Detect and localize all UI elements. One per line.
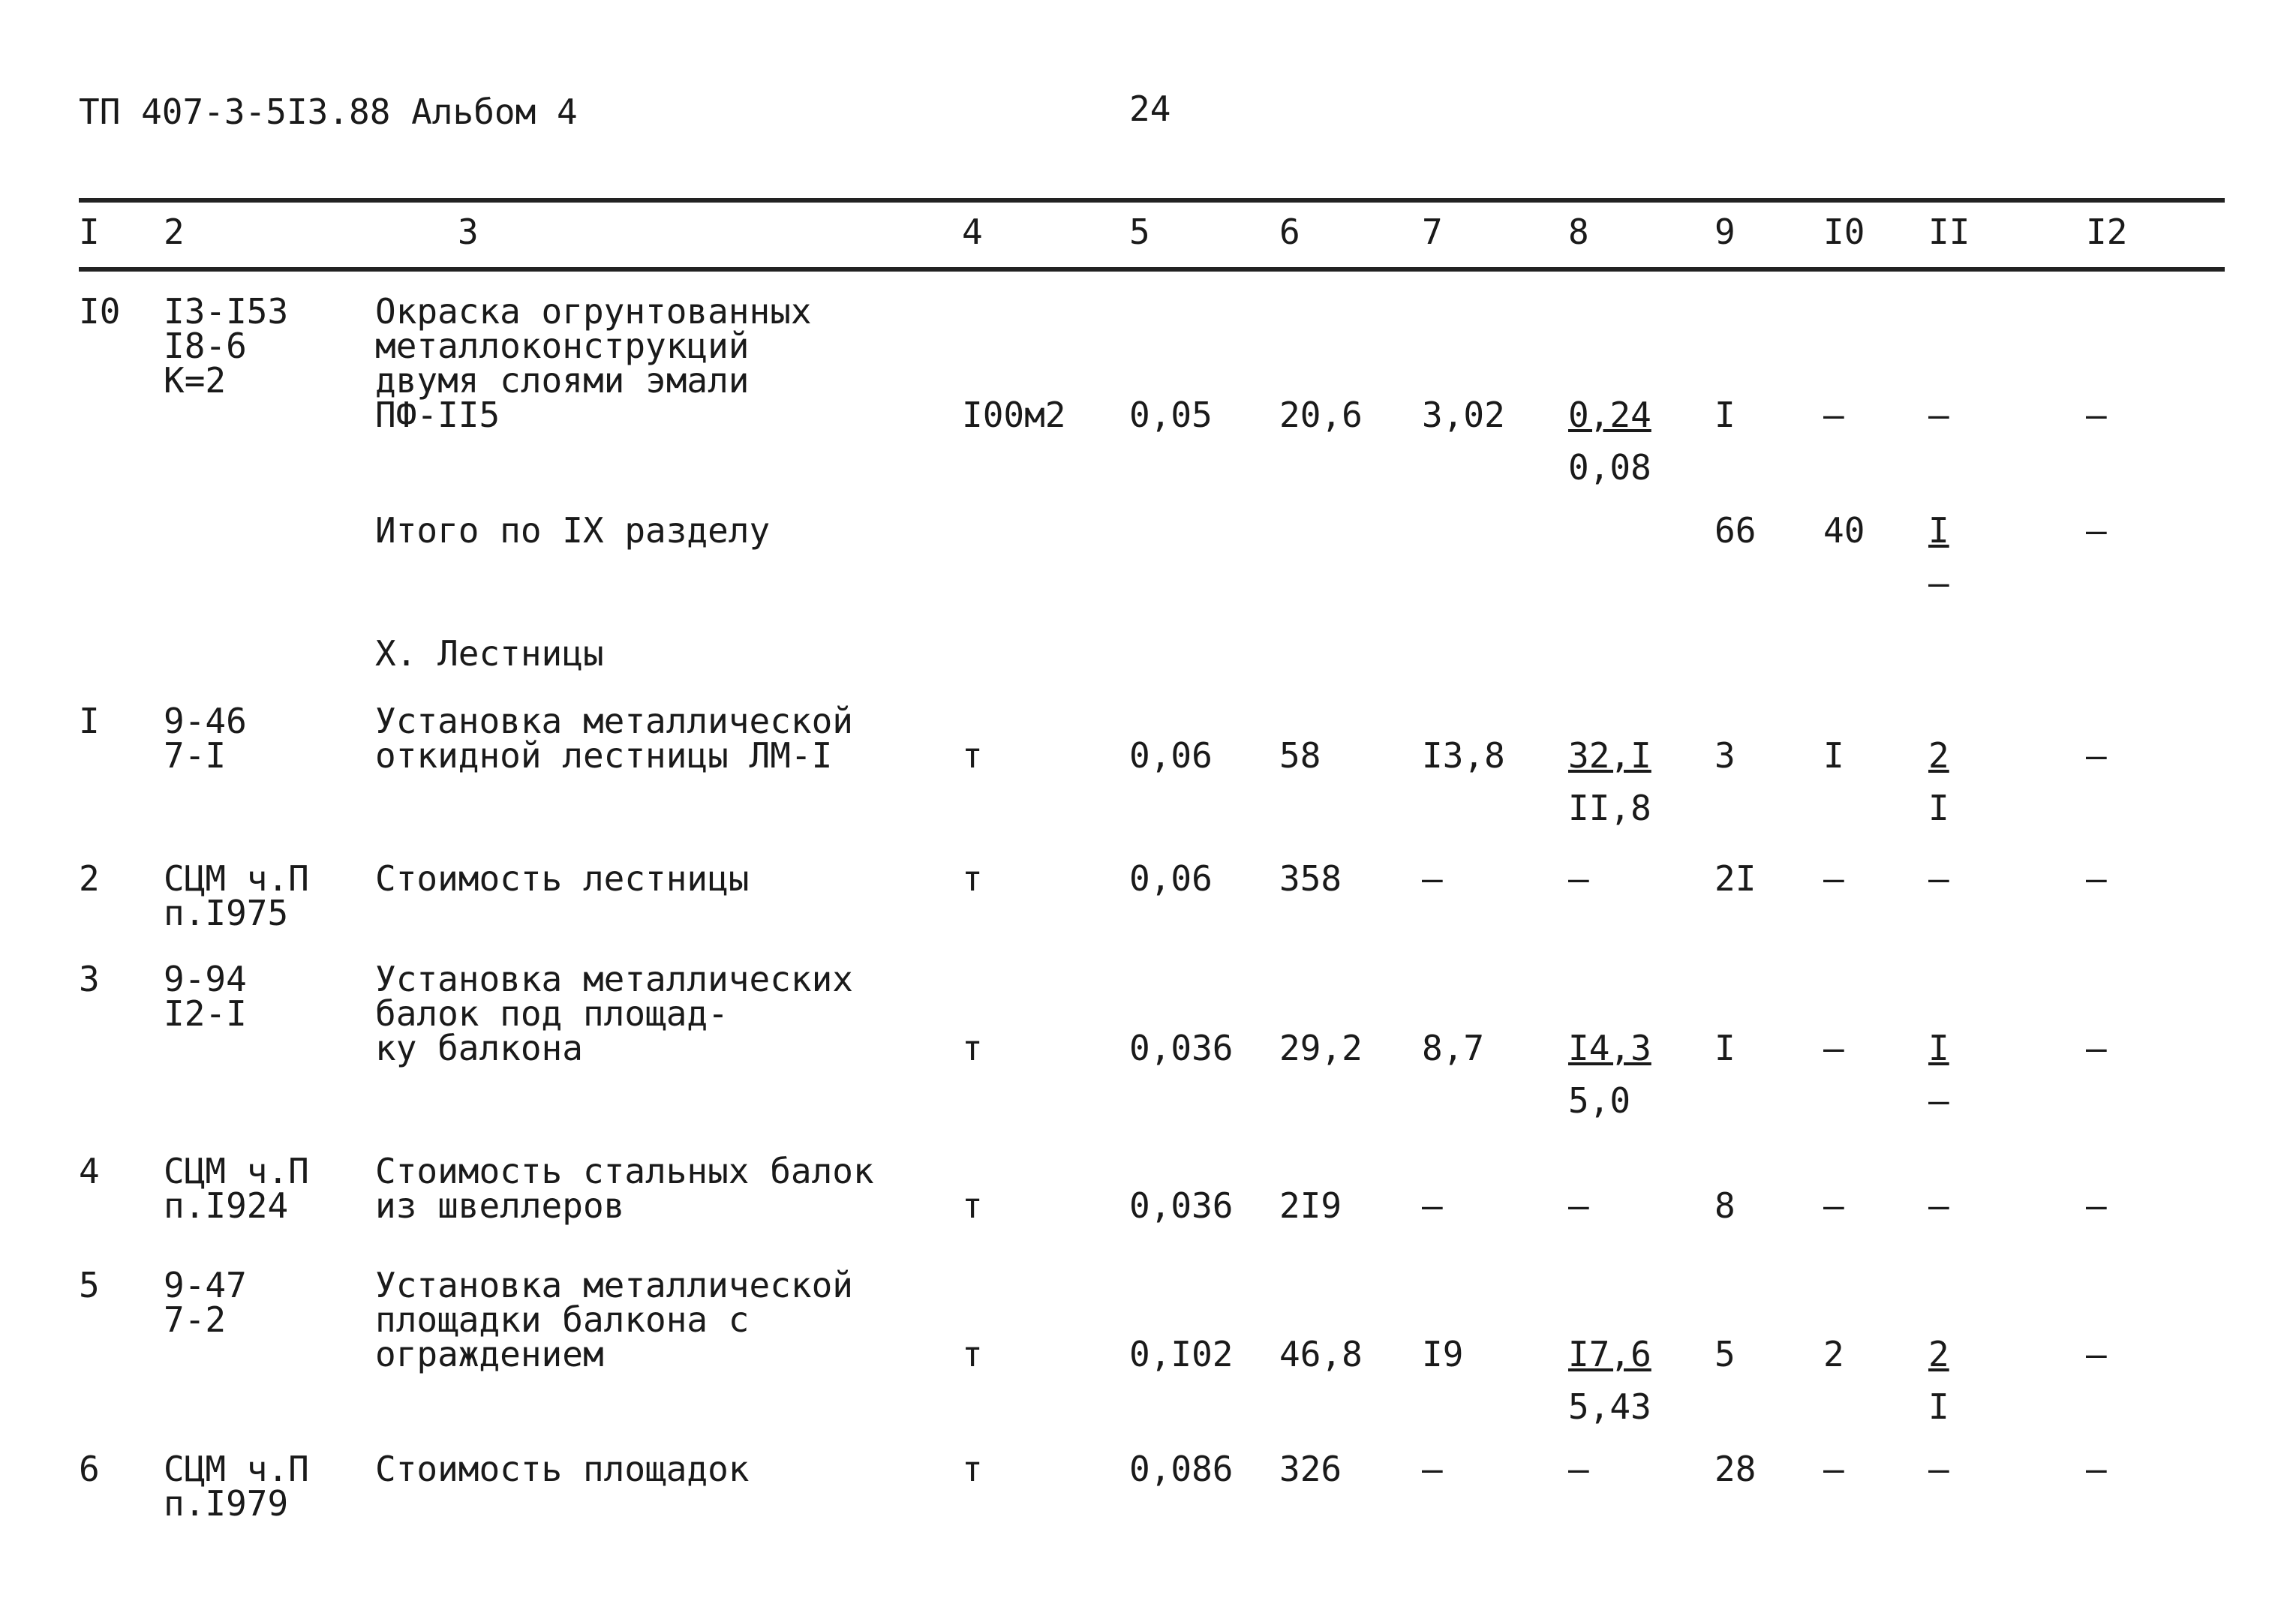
col10-cell: – xyxy=(1823,858,1844,899)
column-header-11: II xyxy=(1928,212,1970,252)
price-cell: 58 xyxy=(1279,735,1321,776)
norm-code-line: СЦМ ч.П xyxy=(164,858,309,899)
col8-top: I7,6 xyxy=(1568,1334,1651,1374)
col7-cell: – xyxy=(1422,1185,1443,1226)
row-number: I0 xyxy=(79,291,121,332)
column-header-8: 8 xyxy=(1568,212,1589,252)
col9-cell: 66 xyxy=(1714,510,1757,551)
row-number: 4 xyxy=(79,1151,100,1191)
quantity-cell: 0,05 xyxy=(1129,395,1213,435)
col8-bottom: 5,43 xyxy=(1568,1386,1651,1427)
col12-cell: – xyxy=(2086,1185,2107,1226)
norm-code-line: п.I924 xyxy=(164,1185,289,1226)
col11-top: 2 xyxy=(1928,1334,1949,1374)
quantity-cell: 0,086 xyxy=(1129,1449,1234,1489)
col7-cell: – xyxy=(1422,858,1443,899)
norm-code-line: 9-94 xyxy=(164,959,247,999)
col8-top: 32,I xyxy=(1568,735,1651,776)
col9-cell: 2I xyxy=(1714,858,1757,899)
column-header-9: 9 xyxy=(1714,212,1736,252)
col10-cell: 40 xyxy=(1823,510,1865,551)
col12-cell: – xyxy=(2086,1028,2107,1068)
unit-cell: т xyxy=(962,1334,983,1374)
col11-top: I xyxy=(1928,1028,1949,1068)
work-name-line: Стоимость стальных балок xyxy=(375,1151,874,1191)
quantity-cell: 0,06 xyxy=(1129,858,1213,899)
unit-cell: т xyxy=(962,735,983,776)
col9-cell: 28 xyxy=(1714,1449,1757,1489)
norm-code-line: I3-I53 xyxy=(164,291,289,332)
norm-code-line: I8-6 xyxy=(164,326,247,366)
col12-cell: – xyxy=(2086,1334,2107,1374)
col11-bottom: I xyxy=(1928,788,1949,828)
work-name-line: металлоконструкций xyxy=(375,326,750,366)
col12-cell: – xyxy=(2086,1449,2107,1489)
column-header-1: I xyxy=(79,212,100,252)
row-number: I xyxy=(79,701,100,741)
row-number: 3 xyxy=(79,959,100,999)
table-header-rule xyxy=(79,267,2225,272)
col12-cell: – xyxy=(2086,735,2107,776)
unit-cell: т xyxy=(962,1185,983,1226)
col11-bottom: – xyxy=(1928,1080,1949,1121)
work-name-line: Стоимость площадок xyxy=(375,1449,750,1489)
column-header-7: 7 xyxy=(1422,212,1443,252)
norm-code-line: 7-I xyxy=(164,735,227,776)
col9-cell: 8 xyxy=(1714,1185,1736,1226)
col8-bottom: 0,08 xyxy=(1568,447,1651,488)
norm-code-line: п.I975 xyxy=(164,893,289,933)
col11-top: – xyxy=(1928,395,1949,435)
col10-cell: – xyxy=(1823,395,1844,435)
table-top-rule xyxy=(79,198,2225,203)
norm-code-line: I2-I xyxy=(164,993,247,1034)
col11-top: – xyxy=(1928,858,1949,899)
column-header-3: 3 xyxy=(458,212,479,252)
row-number: 5 xyxy=(79,1265,100,1305)
col10-cell: – xyxy=(1823,1449,1844,1489)
price-cell: 20,6 xyxy=(1279,395,1363,435)
column-header-6: 6 xyxy=(1279,212,1300,252)
price-cell: 326 xyxy=(1279,1449,1342,1489)
col8-top: – xyxy=(1568,1185,1589,1226)
row-number: 2 xyxy=(79,858,100,899)
unit-cell: т xyxy=(962,1028,983,1068)
work-name-line: откидной лестницы ЛМ-I xyxy=(375,735,833,776)
col10-cell: – xyxy=(1823,1028,1844,1068)
col7-cell: 8,7 xyxy=(1422,1028,1485,1068)
col7-cell: I3,8 xyxy=(1422,735,1505,776)
col9-cell: I xyxy=(1714,1028,1736,1068)
column-header-2: 2 xyxy=(164,212,185,252)
unit-cell: I00м2 xyxy=(962,395,1066,435)
work-name-line: ограждением xyxy=(375,1334,604,1374)
column-header-10: I0 xyxy=(1823,212,1865,252)
norm-code-line: 9-47 xyxy=(164,1265,247,1305)
work-name-line: Установка металлической xyxy=(375,701,853,741)
col12-cell: – xyxy=(2086,510,2107,551)
col10-cell: 2 xyxy=(1823,1334,1844,1374)
col8-bottom: 5,0 xyxy=(1568,1080,1631,1121)
col11-top: I xyxy=(1928,510,1949,551)
col8-top: I4,3 xyxy=(1568,1028,1651,1068)
price-cell: 358 xyxy=(1279,858,1342,899)
norm-code-line: 9-46 xyxy=(164,701,247,741)
col10-cell: I xyxy=(1823,735,1844,776)
col8-top: – xyxy=(1568,1449,1589,1489)
quantity-cell: 0,036 xyxy=(1129,1028,1234,1068)
row-number: 6 xyxy=(79,1449,100,1489)
unit-cell: т xyxy=(962,1449,983,1489)
col11-bottom: – xyxy=(1928,563,1949,603)
norm-code-line: СЦМ ч.П xyxy=(164,1151,309,1191)
unit-cell: т xyxy=(962,858,983,899)
work-name-line: двумя слоями эмали xyxy=(375,360,750,401)
col11-top: – xyxy=(1928,1449,1949,1489)
work-name-line: балок под площад- xyxy=(375,993,729,1034)
col12-cell: – xyxy=(2086,858,2107,899)
quantity-cell: 0,I02 xyxy=(1129,1334,1234,1374)
col12-cell: – xyxy=(2086,395,2107,435)
quantity-cell: 0,06 xyxy=(1129,735,1213,776)
col7-cell: 3,02 xyxy=(1422,395,1505,435)
col8-bottom: II,8 xyxy=(1568,788,1651,828)
quantity-cell: 0,036 xyxy=(1129,1185,1234,1226)
col9-cell: 3 xyxy=(1714,735,1736,776)
price-cell: 29,2 xyxy=(1279,1028,1363,1068)
norm-code-line: 7-2 xyxy=(164,1299,227,1340)
work-name-line: Стоимость лестницы xyxy=(375,858,750,899)
price-cell: 46,8 xyxy=(1279,1334,1363,1374)
work-name-line: Установка металлической xyxy=(375,1265,853,1305)
col11-top: 2 xyxy=(1928,735,1949,776)
norm-code-line: п.I979 xyxy=(164,1483,289,1524)
work-name-line: Окраска огрунтованных xyxy=(375,291,812,332)
col8-top: – xyxy=(1568,858,1589,899)
norm-code-line: К=2 xyxy=(164,360,227,401)
work-name-line: ПФ-II5 xyxy=(375,395,500,435)
work-name-line: площадки балкона с xyxy=(375,1299,750,1340)
column-header-4: 4 xyxy=(962,212,983,252)
col11-bottom: I xyxy=(1928,1386,1949,1427)
work-name-line: из швеллеров xyxy=(375,1185,625,1226)
column-header-12: I2 xyxy=(2086,212,2128,252)
document-code: ТП 407-3-5I3.88 Альбом 4 xyxy=(79,92,578,132)
price-cell: 2I9 xyxy=(1279,1185,1342,1226)
work-name-line: X. Лестницы xyxy=(375,633,604,674)
col7-cell: I9 xyxy=(1422,1334,1464,1374)
work-name-line: Итого по IX разделу xyxy=(375,510,771,551)
norm-code-line: СЦМ ч.П xyxy=(164,1449,309,1489)
work-name-line: ку балкона xyxy=(375,1028,583,1068)
col11-top: – xyxy=(1928,1185,1949,1226)
col8-top: 0,24 xyxy=(1568,395,1651,435)
col9-cell: 5 xyxy=(1714,1334,1736,1374)
work-name-line: Установка металлических xyxy=(375,959,853,999)
col10-cell: – xyxy=(1823,1185,1844,1226)
column-header-5: 5 xyxy=(1129,212,1150,252)
page-number: 24 xyxy=(1129,89,1171,129)
col7-cell: – xyxy=(1422,1449,1443,1489)
col9-cell: I xyxy=(1714,395,1736,435)
